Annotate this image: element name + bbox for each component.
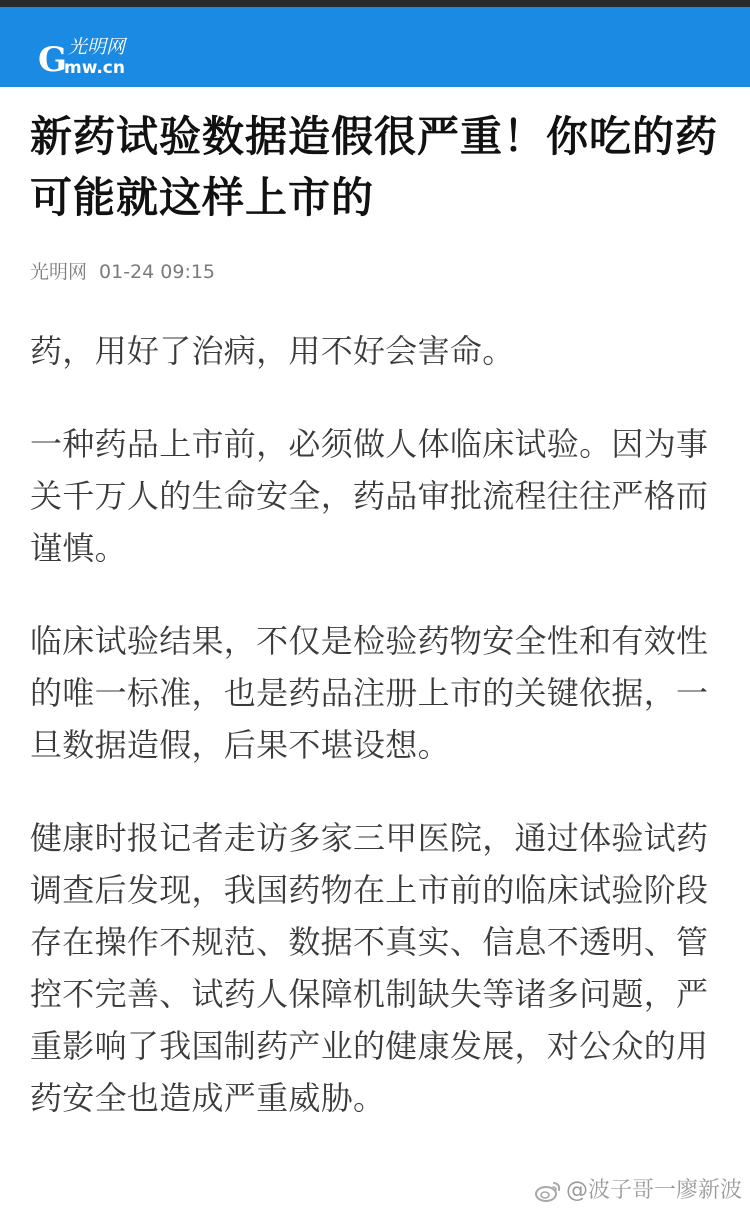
weibo-icon: [534, 1179, 562, 1203]
article-title: 新药试验数据造假很严重！你吃的药可能就这样上市的: [30, 112, 719, 222]
gmw-logo-graphic: [38, 33, 150, 79]
weibo-watermark: [534, 1176, 742, 1206]
paragraph: 一种药品上市前，必须做人体临床试验。因为事关千万人的生命安全，药品审批流程往往严格而谨慎。: [30, 425, 709, 567]
watermark-text: @波子哥一廖新波: [565, 1178, 742, 1203]
logo-domain-text: mw.cn: [64, 58, 125, 78]
article-meta: [30, 258, 215, 286]
gmw-logo[interactable]: [38, 33, 150, 79]
logo-cn-text: 光明网: [68, 36, 126, 58]
article-source[interactable]: 光明网: [30, 261, 88, 283]
article-timestamp: 01-24 09:15: [99, 261, 216, 283]
article-body: [30, 325, 725, 1165]
paragraph: 临床试验结果，不仅是检验药物安全性和有效性的唯一标准，也是药品注册上市的关键依据，一旦数据造假，后果不堪设想。: [30, 622, 709, 764]
status-strip: [0, 0, 750, 7]
logo-letter: G: [38, 40, 68, 79]
app-header: [0, 7, 750, 87]
paragraph: 健康时报记者走访多家三甲医院，通过体验试药调查后发现，我国药物在上市前的临床试验阶段存在操作不规范、数据不真实、信息不透明、管控不完善、试药人保障机制缺失等诸多问题，严重影响了我国制药产业的健康发展，对公众的用药安全也造成严重威胁。: [30, 819, 709, 1117]
paragraph: 药，用好了治病，用不好会害命。: [30, 332, 515, 370]
